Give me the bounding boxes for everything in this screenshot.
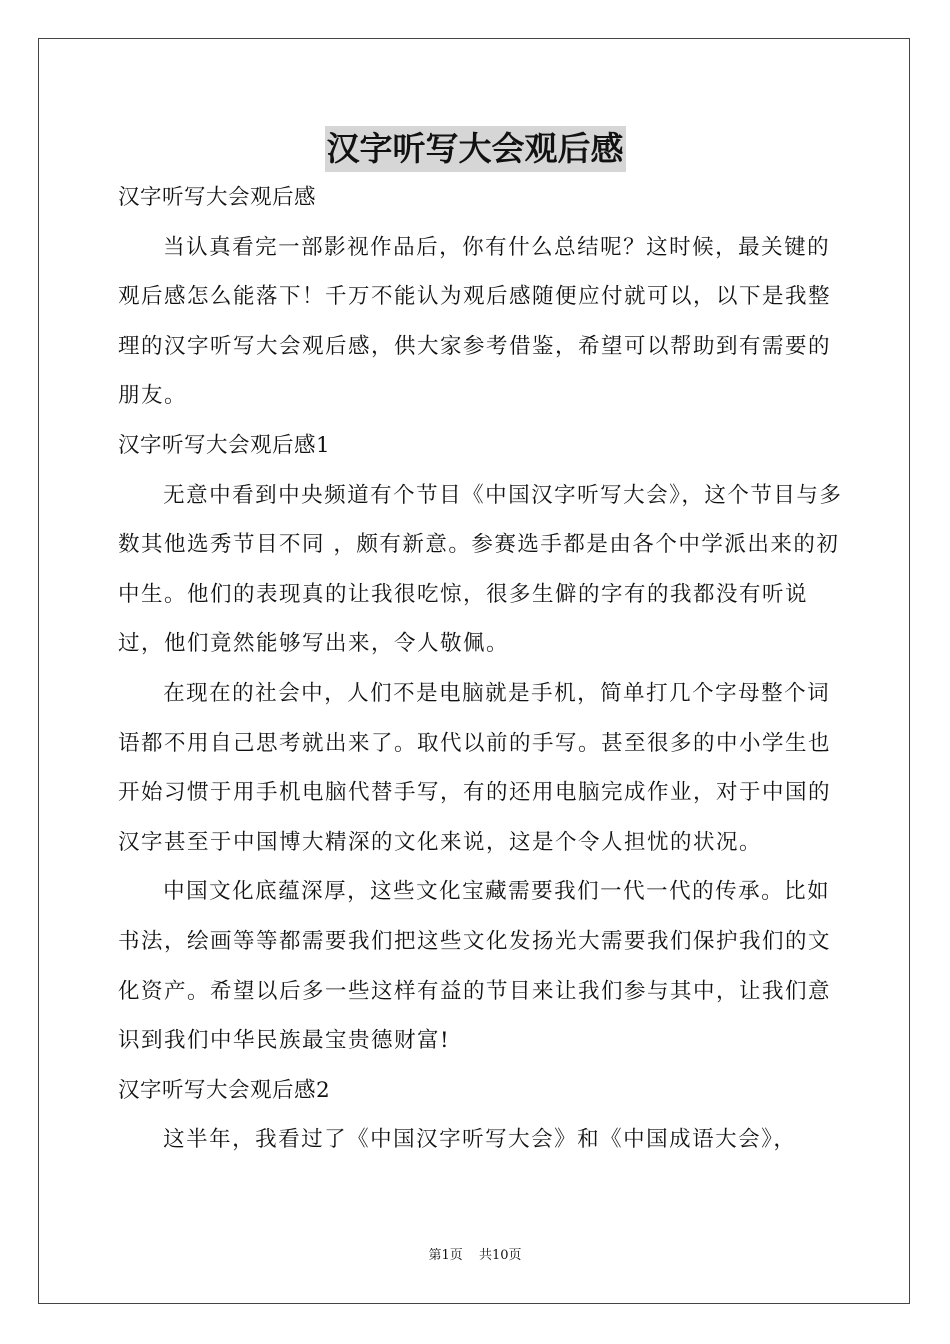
document-title: 汉字听写大会观后感 xyxy=(325,126,626,172)
document-body xyxy=(118,173,848,1165)
page-footer xyxy=(0,1247,950,1265)
paragraph-1-2: 在现在的社会中，人们不是电脑就是手机，简单打几个字母整个词语都不用自己思考就出来了。取代以前的手写。甚至很多的中小学生也开始习惯于用手机电脑代替手写，有的还用电脑完成作业，对于中国的汉字甚至于中国博大精深的文化来说，这是个令人担忧的状况。 xyxy=(118,680,832,855)
page-total: 共10页 xyxy=(478,1248,522,1263)
section-heading-2: 汉字听写大会观后感2 xyxy=(118,1077,331,1103)
paragraph-1-3: 中国文化底蕴深厚，这些文化宝藏需要我们一代一代的传承。比如书法，绘画等等都需要我们把这些文化发扬光大需要我们保护我们的文化资产。希望以后多一些这样有益的节目来让我们参与其中，让我们意识到我们中华民族最宝贵德财富! xyxy=(118,879,832,1054)
section-heading-1: 汉字听写大会观后感1 xyxy=(118,432,331,458)
page-number: 第1页 xyxy=(428,1248,463,1263)
title-container xyxy=(0,126,950,172)
paragraph-1-1: 无意中看到中央频道有个节目《中国汉字听写大会》，这个节目与多数其他选秀节目不同 ，颇有新意。参赛选手都是由各个中学派出来的初中生。他们的表现真的让我很吃惊，很多生僻的字有的我都没有听说过，他们竟然能够写出来，令人敬佩。 xyxy=(118,482,843,657)
paragraph-2-1: 这半年，我看过了《中国汉字听写大会》和《中国成语大会》， xyxy=(163,1127,797,1153)
section-heading-intro: 汉字听写大会观后感 xyxy=(118,185,317,210)
paragraph-intro: 当认真看完一部影视作品后，你有什么总结呢？这时候，最关键的观后感怎么能落下！千万不能认为观后感随便应付就可以，以下是我整理的汉字听写大会观后感，供大家参考借鉴，希望可以帮助到有需要的朋友。 xyxy=(118,234,832,409)
